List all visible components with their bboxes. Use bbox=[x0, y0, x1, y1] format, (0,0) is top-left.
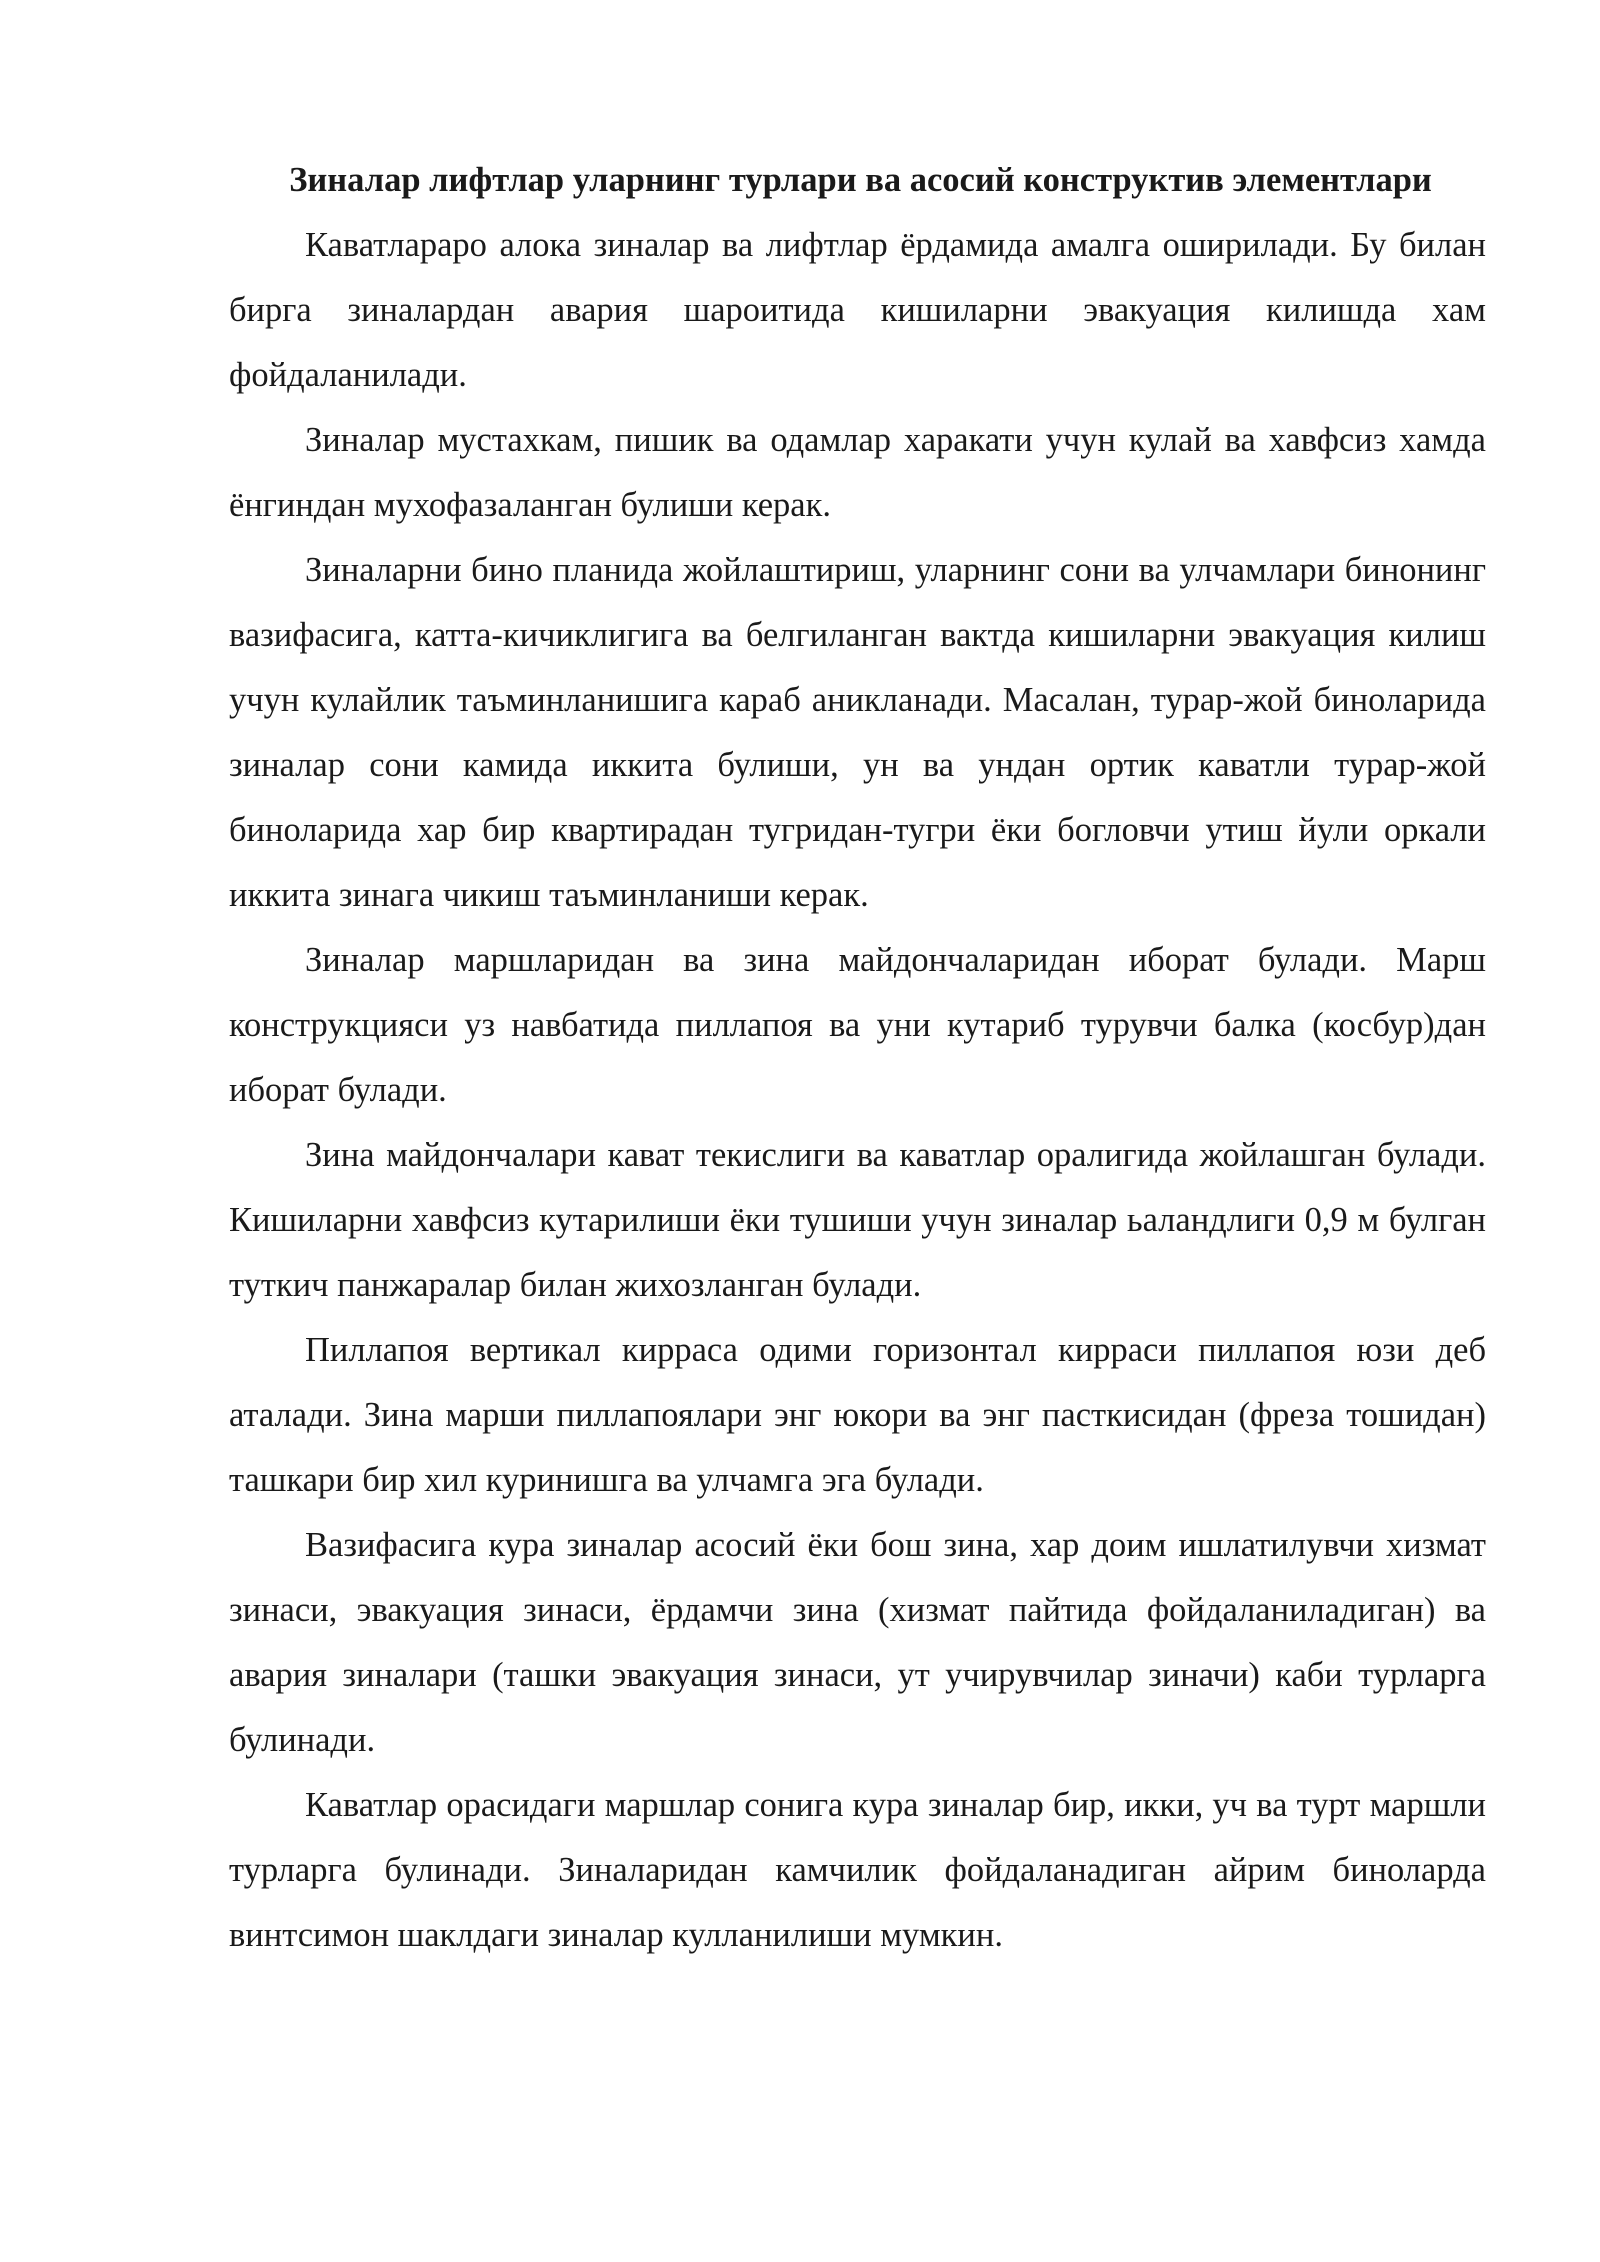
paragraph-8: Каватлар орасидаги маршлар сонига кура зиналар бир, икки, уч ва турт маршли турларга булинади. Зиналаридан камчилик фойдаланадиган айрим биноларда винтсимон шаклдаги зиналар кулланилиши мумкин. bbox=[229, 1786, 1486, 1954]
paragraph-6: Пиллапоя вертикал кирраса одими горизонтал кирраси пиллапоя юзи деб аталади. Зина марши пиллапоялари энг юкори ва энг пасткисидан (фреза тошидан) ташкари бир хил куринишга ва улчамга эга булади. bbox=[229, 1331, 1486, 1499]
document-body bbox=[229, 148, 1486, 1968]
paragraph-5: Зина майдончалари кават текислиги ва каватлар оралигида жойлашган булади. Кишиларни хавфсиз кутарилиши ёки тушиши учун зиналар ьаландлиги 0,9 м булган туткич панжаралар билан жихозланган булади. bbox=[229, 1136, 1486, 1304]
paragraph-4: Зиналар маршларидан ва зина майдончаларидан иборат булади. Марш конструкцияси уз навбатида пиллапоя ва уни кутариб турувчи балка (косбур)дан иборат булади. bbox=[229, 941, 1486, 1109]
paragraph-3: Зиналарни бино планида жойлаштириш, уларнинг сони ва улчамлари бинонинг вазифасига, катта-кичиклигига ва белгиланган вактда кишиларни эвакуация килиш учун кулайлик таъминланишига караб аникланади. Масалан, турар-жой биноларида зиналар сони камида иккита булиши, ун ва ундан ортик каватли турар-жой биноларида хар бир квартирадан тугридан-тугри ёки богловчи утиш йули оркали иккита зинага чикиш таъминланиши керак. bbox=[229, 551, 1486, 914]
paragraph-7: Вазифасига кура зиналар асосий ёки бош зина, хар доим ишлатилувчи хизмат зинаси, эвакуация зинаси, ёрдамчи зина (хизмат пайтида фойдаланиладиган) ва авария зиналари (ташки эвакуация зинаси, ут учирувчилар зиначи) каби турларга булинади. bbox=[229, 1526, 1486, 1759]
document-title: Зиналар лифтлар уларнинг турлари ва асосий конструктив элементлари bbox=[289, 161, 1432, 199]
paragraph-2: Зиналар мустахкам, пишик ва одамлар харакати учун кулай ва хавфсиз хамда ёнгиндан мухофазаланган булиши керак. bbox=[229, 421, 1486, 524]
paragraph-1: Каватлараро алока зиналар ва лифтлар ёрдамида амалга оширилади. Бу билан бирга зиналардан авария шароитида кишиларни эвакуация килишда хам фойдаланилади. bbox=[229, 226, 1486, 394]
